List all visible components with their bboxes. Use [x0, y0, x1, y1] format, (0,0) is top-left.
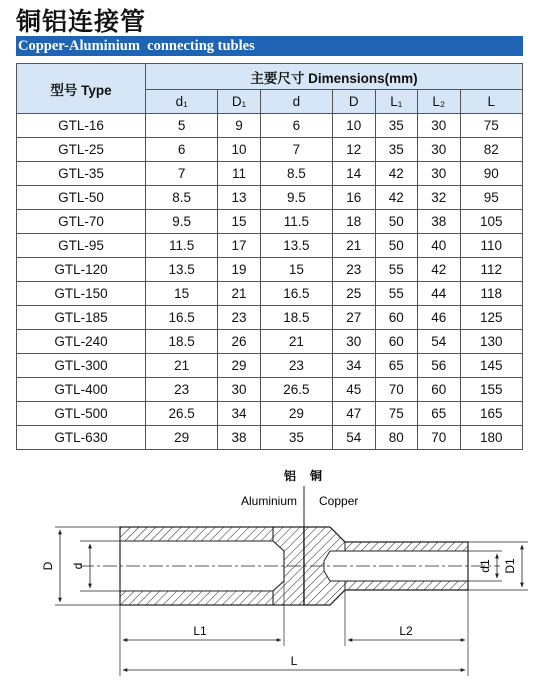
value-cell: 12 [333, 138, 375, 162]
value-cell: 70 [418, 426, 460, 450]
label-copper-cn: 铜 [309, 469, 323, 483]
type-cell: GTL-120 [17, 258, 146, 282]
value-cell: 30 [418, 114, 460, 138]
value-cell: 110 [460, 234, 523, 258]
label-aluminium-en: Aluminium [240, 494, 297, 508]
value-cell: 29 [218, 354, 260, 378]
value-cell: 60 [375, 306, 417, 330]
value-cell: 50 [375, 210, 417, 234]
value-cell: 18 [333, 210, 375, 234]
type-cell: GTL-50 [17, 186, 146, 210]
value-cell: 65 [418, 402, 460, 426]
value-cell: 90 [460, 162, 523, 186]
value-cell: 15 [146, 282, 218, 306]
value-cell: 165 [460, 402, 523, 426]
value-cell: 10 [218, 138, 260, 162]
value-cell: 8.5 [260, 162, 332, 186]
value-cell: 11 [218, 162, 260, 186]
col-header-L2: L₂ [418, 90, 460, 114]
value-cell: 46 [418, 306, 460, 330]
value-cell: 25 [333, 282, 375, 306]
value-cell: 15 [218, 210, 260, 234]
value-cell: 70 [375, 378, 417, 402]
label-aluminium-cn: 铝 [283, 469, 297, 483]
value-cell: 23 [260, 354, 332, 378]
value-cell: 10 [333, 114, 375, 138]
value-cell: 60 [375, 330, 417, 354]
value-cell: 35 [260, 426, 332, 450]
value-cell: 60 [418, 378, 460, 402]
table-row [17, 186, 523, 210]
value-cell: 82 [460, 138, 523, 162]
table-row [17, 234, 523, 258]
value-cell: 40 [418, 234, 460, 258]
value-cell: 23 [218, 306, 260, 330]
dim-label-D: D [41, 561, 55, 571]
type-header: 型号 Type [17, 64, 146, 114]
value-cell: 54 [333, 426, 375, 450]
value-cell: 13.5 [260, 234, 332, 258]
value-cell: 42 [418, 258, 460, 282]
value-cell: 112 [460, 258, 523, 282]
col-header-L: L [460, 90, 523, 114]
value-cell: 44 [418, 282, 460, 306]
col-header-d: d [260, 90, 332, 114]
value-cell: 23 [333, 258, 375, 282]
value-cell: 23 [146, 378, 218, 402]
value-cell: 75 [375, 402, 417, 426]
value-cell: 50 [375, 234, 417, 258]
dim-label-L1: L1 [193, 624, 207, 638]
col-header-D: D [333, 90, 375, 114]
value-cell: 30 [218, 378, 260, 402]
value-cell: 75 [460, 114, 523, 138]
table-row [17, 162, 523, 186]
table-row [17, 210, 523, 234]
value-cell: 26 [218, 330, 260, 354]
table-row [17, 426, 523, 450]
type-cell: GTL-25 [17, 138, 146, 162]
label-copper-en: Copper [319, 494, 359, 508]
value-cell: 26.5 [146, 402, 218, 426]
value-cell: 55 [375, 258, 417, 282]
value-cell: 125 [460, 306, 523, 330]
table-row [17, 330, 523, 354]
value-cell: 80 [375, 426, 417, 450]
table-row [17, 378, 523, 402]
value-cell: 14 [333, 162, 375, 186]
value-cell: 32 [418, 186, 460, 210]
value-cell: 13.5 [146, 258, 218, 282]
value-cell: 155 [460, 378, 523, 402]
value-cell: 118 [460, 282, 523, 306]
value-cell: 16 [333, 186, 375, 210]
value-cell: 21 [146, 354, 218, 378]
value-cell: 130 [460, 330, 523, 354]
type-cell: GTL-95 [17, 234, 146, 258]
title-chinese: 铜铝连接管 [16, 7, 147, 36]
dim-label-d: d [71, 562, 85, 570]
value-cell: 42 [375, 162, 417, 186]
dim-label-d1: d1 [478, 559, 492, 573]
value-cell: 145 [460, 354, 523, 378]
col-header-D1: D₁ [218, 90, 260, 114]
value-cell: 5 [146, 114, 218, 138]
type-cell: GTL-16 [17, 114, 146, 138]
value-cell: 18.5 [146, 330, 218, 354]
value-cell: 9.5 [260, 186, 332, 210]
title-english: Copper-Aluminium connecting tubles [18, 38, 255, 54]
table-row [17, 282, 523, 306]
value-cell: 105 [460, 210, 523, 234]
col-header-L1: L₁ [375, 90, 417, 114]
value-cell: 35 [375, 114, 417, 138]
type-cell: GTL-500 [17, 402, 146, 426]
value-cell: 9.5 [146, 210, 218, 234]
value-cell: 8.5 [146, 186, 218, 210]
type-cell: GTL-35 [17, 162, 146, 186]
value-cell: 13 [218, 186, 260, 210]
value-cell: 56 [418, 354, 460, 378]
value-cell: 16.5 [146, 306, 218, 330]
dimensions-header: 主要尺寸 Dimensions(mm) [146, 64, 523, 90]
type-cell: GTL-300 [17, 354, 146, 378]
value-cell: 17 [218, 234, 260, 258]
type-cell: GTL-400 [17, 378, 146, 402]
value-cell: 19 [218, 258, 260, 282]
value-cell: 29 [146, 426, 218, 450]
table-row [17, 258, 523, 282]
dim-label-L: L [290, 654, 298, 668]
value-cell: 21 [333, 234, 375, 258]
value-cell: 30 [333, 330, 375, 354]
value-cell: 54 [418, 330, 460, 354]
value-cell: 180 [460, 426, 523, 450]
value-cell: 47 [333, 402, 375, 426]
type-cell: GTL-240 [17, 330, 146, 354]
value-cell: 6 [146, 138, 218, 162]
value-cell: 42 [375, 186, 417, 210]
value-cell: 18.5 [260, 306, 332, 330]
value-cell: 9 [218, 114, 260, 138]
value-cell: 45 [333, 378, 375, 402]
value-cell: 29 [260, 402, 332, 426]
value-cell: 16.5 [260, 282, 332, 306]
value-cell: 55 [375, 282, 417, 306]
table-row [17, 354, 523, 378]
value-cell: 35 [375, 138, 417, 162]
value-cell: 7 [146, 162, 218, 186]
value-cell: 27 [333, 306, 375, 330]
value-cell: 6 [260, 114, 332, 138]
table-row [17, 306, 523, 330]
value-cell: 30 [418, 162, 460, 186]
value-cell: 30 [418, 138, 460, 162]
dimensions-table [16, 63, 523, 450]
value-cell: 26.5 [260, 378, 332, 402]
value-cell: 38 [418, 210, 460, 234]
value-cell: 11.5 [260, 210, 332, 234]
dim-label-L2: L2 [399, 624, 413, 638]
table-row [17, 114, 523, 138]
value-cell: 11.5 [146, 234, 218, 258]
col-header-d1: d₁ [146, 90, 218, 114]
value-cell: 95 [460, 186, 523, 210]
value-cell: 34 [218, 402, 260, 426]
dim-label-D1: D1 [503, 558, 517, 574]
type-cell: GTL-185 [17, 306, 146, 330]
value-cell: 34 [333, 354, 375, 378]
table-row [17, 138, 523, 162]
type-cell: GTL-150 [17, 282, 146, 306]
value-cell: 21 [218, 282, 260, 306]
value-cell: 15 [260, 258, 332, 282]
value-cell: 7 [260, 138, 332, 162]
table-row [17, 402, 523, 426]
connecting-tube-drawing [0, 462, 534, 683]
value-cell: 65 [375, 354, 417, 378]
type-cell: GTL-70 [17, 210, 146, 234]
value-cell: 21 [260, 330, 332, 354]
type-cell: GTL-630 [17, 426, 146, 450]
value-cell: 38 [218, 426, 260, 450]
